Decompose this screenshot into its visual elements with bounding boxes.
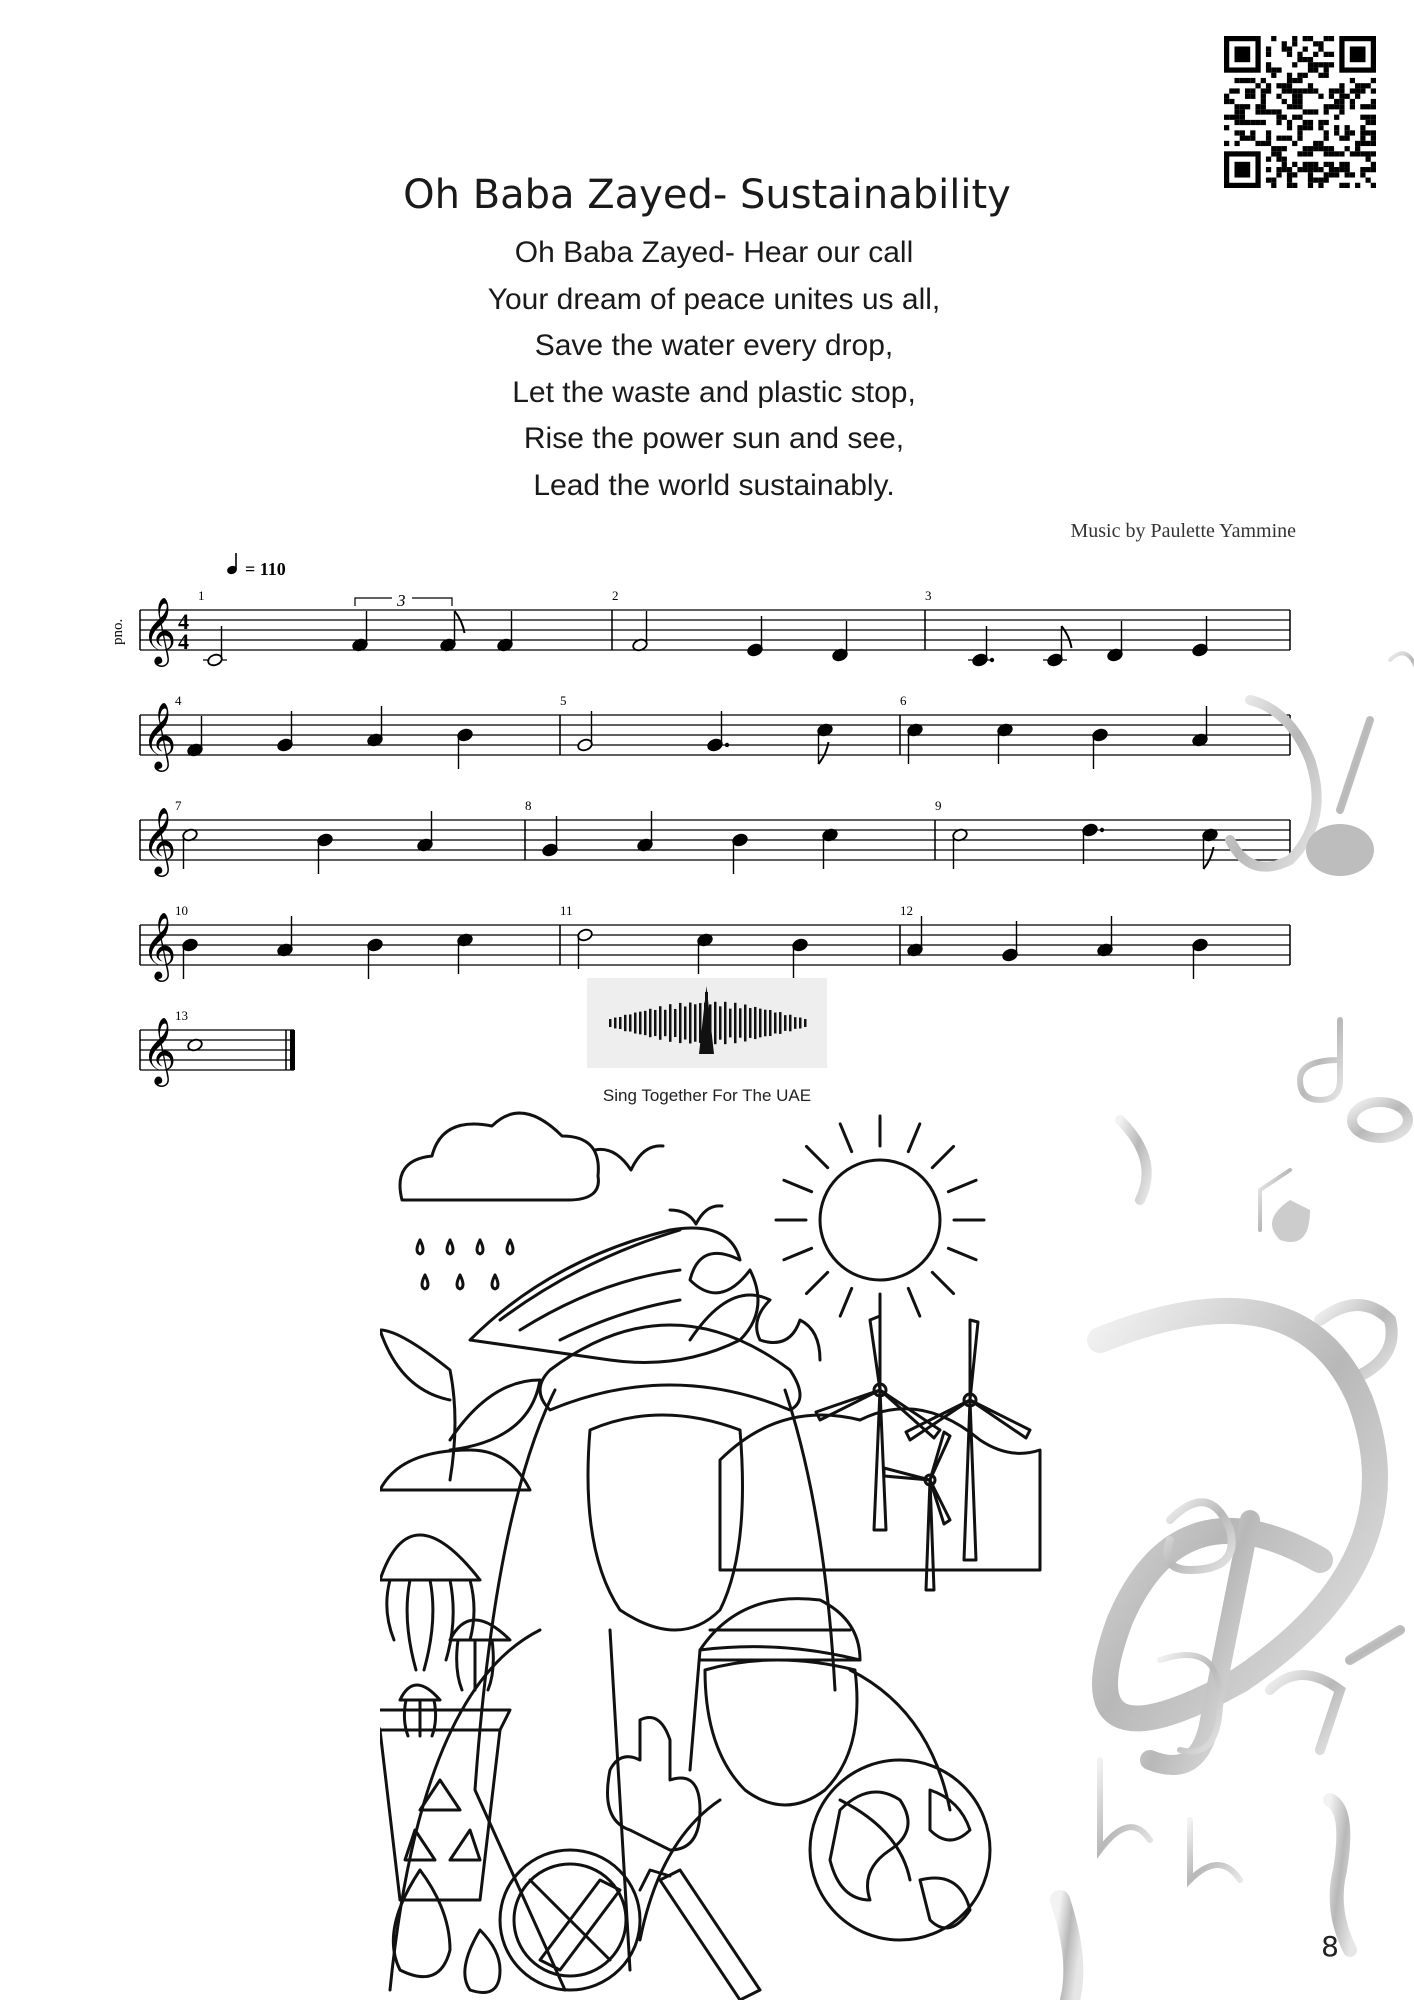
note xyxy=(440,611,465,652)
flat-icon xyxy=(1300,1020,1340,1100)
note xyxy=(707,711,729,752)
measure-number: 4 xyxy=(175,693,182,708)
note xyxy=(352,611,369,652)
measure-number: 2 xyxy=(612,588,619,603)
whole-note-icon xyxy=(1352,1102,1408,1138)
note xyxy=(367,938,384,979)
note xyxy=(968,626,994,667)
sing-together-logo xyxy=(587,978,827,1068)
lyric-line: Your dream of peace unites us all, xyxy=(487,282,941,316)
note-icon xyxy=(1230,700,1317,867)
lyric-line: Oh Baba Zayed- Hear our call xyxy=(514,236,914,269)
measure-number: 1 xyxy=(198,588,205,603)
measure-number: 9 xyxy=(935,798,942,813)
triplet-number: 3 xyxy=(397,591,406,610)
note xyxy=(182,828,199,869)
note xyxy=(792,938,809,979)
treble-clef-icon: 𝄞 xyxy=(142,701,177,769)
accent-icon xyxy=(1330,1800,1350,1950)
note xyxy=(577,928,594,969)
lyric-line: Let the waste and plastic stop, xyxy=(512,375,916,409)
note xyxy=(747,616,764,657)
sun-icon xyxy=(776,1116,984,1324)
hills-icon xyxy=(720,1409,1040,1570)
measure-number: 6 xyxy=(900,693,907,708)
wind-turbine-icon xyxy=(906,1320,1030,1560)
note xyxy=(907,723,924,764)
agal-headband xyxy=(540,1325,800,1410)
staff xyxy=(140,1008,295,1087)
water-drop-icon xyxy=(465,1930,500,1993)
flat-icon xyxy=(1100,1760,1150,1850)
note xyxy=(497,611,514,652)
note xyxy=(542,816,559,857)
note xyxy=(187,716,204,757)
note xyxy=(697,933,714,974)
treble-clef-icon: 𝄞 xyxy=(142,596,177,664)
bird-icon xyxy=(670,1206,722,1224)
eighth-note-icon xyxy=(1272,1200,1310,1242)
note xyxy=(832,621,849,662)
note xyxy=(907,916,924,957)
note xyxy=(632,611,649,652)
note xyxy=(277,711,294,752)
page-number: 8 xyxy=(1321,1930,1339,1963)
flat-icon xyxy=(1190,1820,1240,1880)
note-stem-icon xyxy=(1120,1120,1147,1200)
note xyxy=(997,723,1014,764)
sustainability-coloring-illustration xyxy=(380,1110,1050,2000)
treble-clef-icon: 𝄞 xyxy=(142,806,177,874)
page-title: Oh Baba Zayed- Sustainability xyxy=(403,172,1011,218)
note xyxy=(822,828,839,869)
measure-number: 11 xyxy=(560,903,573,918)
time-signature: 4 xyxy=(178,629,189,654)
lyric-line: Lead the world sustainably. xyxy=(533,468,895,502)
treble-clef-icon: 𝄞 xyxy=(142,1016,177,1084)
note xyxy=(367,706,384,747)
tempo-marking xyxy=(226,553,286,579)
tempo-text: = 110 xyxy=(245,559,286,579)
sprout-icon xyxy=(380,1330,540,1490)
instrument-label: pno. xyxy=(110,618,126,645)
note xyxy=(457,933,474,974)
water-drop-icon xyxy=(393,1870,450,1977)
decorative-music-symbols xyxy=(1040,640,1414,2000)
composer-credit: Music by Paulette Yammine xyxy=(1070,520,1296,542)
note xyxy=(417,811,434,852)
measure-number: 10 xyxy=(175,903,188,918)
measure-number: 13 xyxy=(175,1008,188,1023)
note xyxy=(732,833,749,874)
note xyxy=(317,833,334,874)
note xyxy=(203,626,227,667)
soundwave-skyline-logo-icon xyxy=(587,978,827,1068)
note xyxy=(457,728,474,769)
measure-number: 8 xyxy=(525,798,532,813)
wind-turbine-icon xyxy=(884,1432,950,1590)
clef-fragment-icon xyxy=(1390,653,1414,680)
note xyxy=(637,811,654,852)
triplet-bracket xyxy=(355,591,452,610)
note xyxy=(182,938,199,979)
no-plastic-icon xyxy=(500,1850,640,1990)
treble-clef-icon xyxy=(1100,1311,1375,1719)
note-head-icon xyxy=(1306,824,1374,876)
note-icon xyxy=(1270,1675,1340,1750)
note xyxy=(952,828,969,869)
time-signature: 4 xyxy=(178,609,189,634)
lyric-line: Save the water every drop, xyxy=(534,329,894,362)
treble-clef-icon: 𝄞 xyxy=(142,911,177,979)
note xyxy=(577,711,594,752)
recycling-bin-icon xyxy=(380,1710,510,1900)
plastic-bottle-icon xyxy=(660,1870,760,2000)
logo-caption: Sing Together For The UAE xyxy=(602,1086,812,1105)
note xyxy=(1002,921,1019,962)
rain-cloud-icon xyxy=(400,1113,598,1289)
measure-number: 5 xyxy=(560,693,567,708)
child-figure xyxy=(640,1599,910,1940)
note xyxy=(817,723,834,764)
bird-icon xyxy=(595,1146,663,1170)
lyric-line: Rise the power sun and see, xyxy=(523,422,905,455)
measure-number: 12 xyxy=(900,903,913,918)
note xyxy=(277,916,294,957)
measure-number: 3 xyxy=(925,588,932,603)
measure-number: 7 xyxy=(175,798,182,813)
